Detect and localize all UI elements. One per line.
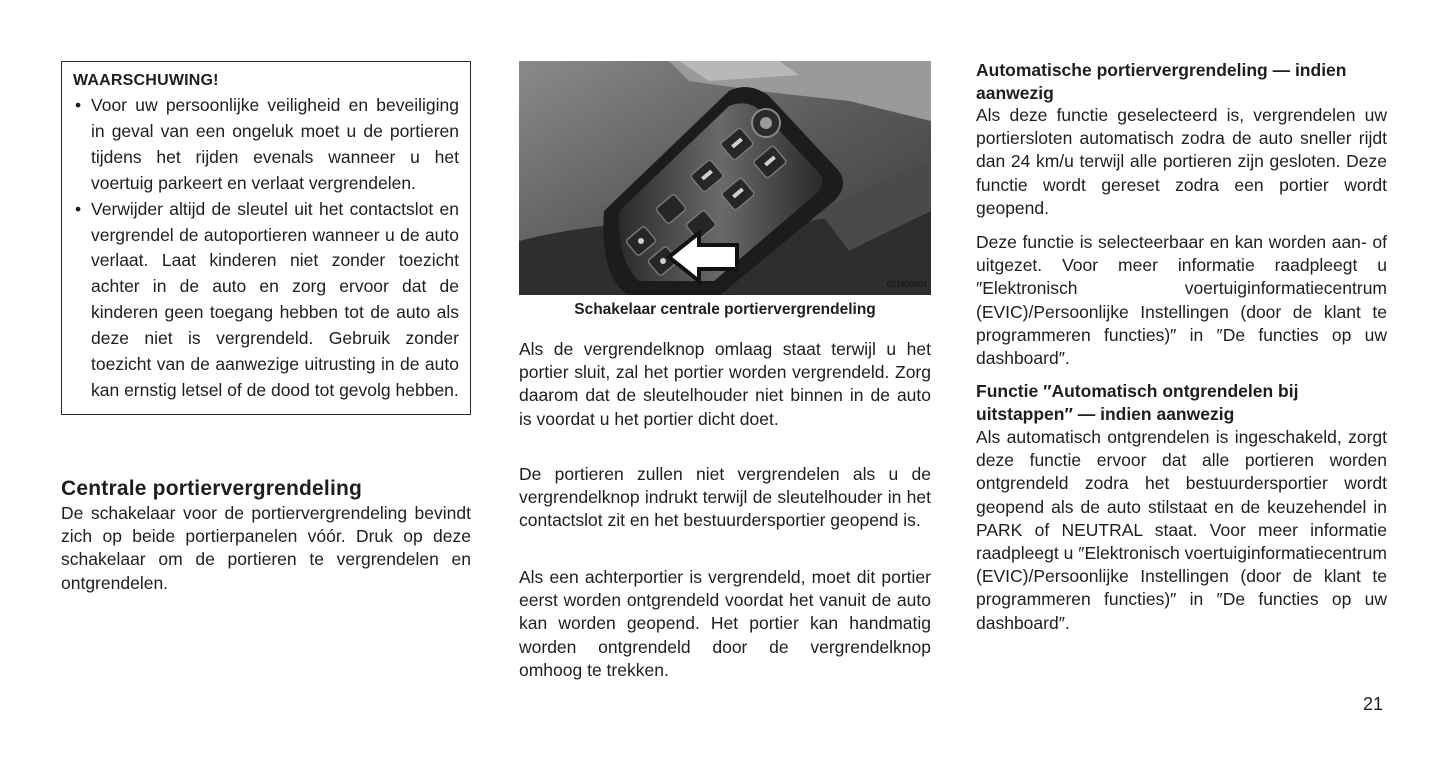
warning-bullet-item	[73, 197, 459, 404]
door-panel-illustration	[519, 61, 931, 295]
door-lock-switch-photo	[519, 61, 931, 295]
warning-bullet-item	[73, 93, 459, 197]
paragraph: Deze functie is selecteerbaar en kan worden aan- of uitgezet. Voor meer informatie raadpleegt u ″Elektronisch voertuiginformatiecentrum (EVIC)/Persoonlijke Instellingen (door de klant te programmeren functies)″ in ″De functies op uw dashboard″.	[976, 232, 1387, 369]
warning-box	[61, 61, 471, 415]
figure-caption: Schakelaar centrale portiervergrendeling	[574, 301, 876, 318]
paragraph: Als deze functie geselecteerd is, vergrendelen uw portiersloten automatisch zodra de auto sneller rijdt dan 24 km/u terwijl alle portieren zijn gesloten. Deze functie wordt gereset zodra een portier wordt geopend.	[976, 105, 1387, 218]
subheading-auto-unlock: Functie ″Automatisch ontgrendelen bij uitstappen″ — indien aanwezig	[976, 381, 1299, 424]
figure-code: 021809604	[886, 280, 927, 289]
section-title: Centrale portiervergrendeling	[61, 477, 363, 500]
warning-list	[73, 93, 459, 404]
section-body: De schakelaar voor de portiervergrendeling bevindt zich op beide portierpanelen vóór. Druk op deze schakelaar om de portieren te vergrendelen en ontgrendelen.	[61, 503, 471, 593]
warning-bullet-text: Verwijder altijd de sleutel uit het contactslot en vergrendel de autoportieren wanneer u de auto verlaat. Laat kinderen niet zonder toezicht achter in de auto en zorg ervoor dat de kinderen geen toegang hebben tot de auto als deze niet is vergrendeld. Gebruik zonder toezicht van de aanwezige uitrusting in de auto kan ernstig letsel of de dood tot gevolg hebben.	[91, 198, 459, 400]
bullet-icon: •	[75, 95, 82, 115]
paragraph: Als een achterportier is vergrendeld, moet dit portier eerst worden ontgrendeld voordat het vanuit de auto kan worden geopend. Het portier kan handmatig worden ontgrendeld door de vergrendelknop omhoog te trekken.	[519, 567, 931, 680]
paragraph: Als de vergrendelknop omlaag staat terwijl u het portier sluit, zal het portier worden vergrendeld. Zorg daarom dat de sleutelhouder niet binnen in de auto is voordat u het portier dicht doet.	[519, 339, 931, 429]
subheading-auto-lock: Automatische portiervergrendeling — indien aanwezig	[976, 60, 1347, 103]
warning-bullet-text: Voor uw persoonlijke veiligheid en beveiliging in geval van een ongeluk moet u de portieren tijdens het rijden evenals wanneer u het voertuig parkeert en verlaat vergrendelen.	[91, 95, 459, 193]
page-number: 21	[1363, 694, 1384, 714]
paragraph: Als automatisch ontgrendelen is ingeschakeld, zorgt deze functie ervoor dat alle portieren worden ontgrendeld zodra het bestuurdersportier wordt geopend als de auto stilstaat en de keuzehendel in PARK of NEUTRAL staat. Voor meer informatie raadpleegt u ″Elektronisch voertuiginformatiecentrum (EVIC)/Persoonlijke Instellingen (door de klant te programmeren functies)″ in ″De functies op uw dashboard″.	[976, 427, 1387, 633]
paragraph: De portieren zullen niet vergrendelen als u de vergrendelknop indrukt terwijl de sleutelhouder in het contactslot zit en het bestuurdersportier geopend is.	[519, 464, 931, 531]
warning-title: WAARSCHUWING!	[73, 72, 219, 89]
bullet-icon: •	[75, 198, 82, 219]
